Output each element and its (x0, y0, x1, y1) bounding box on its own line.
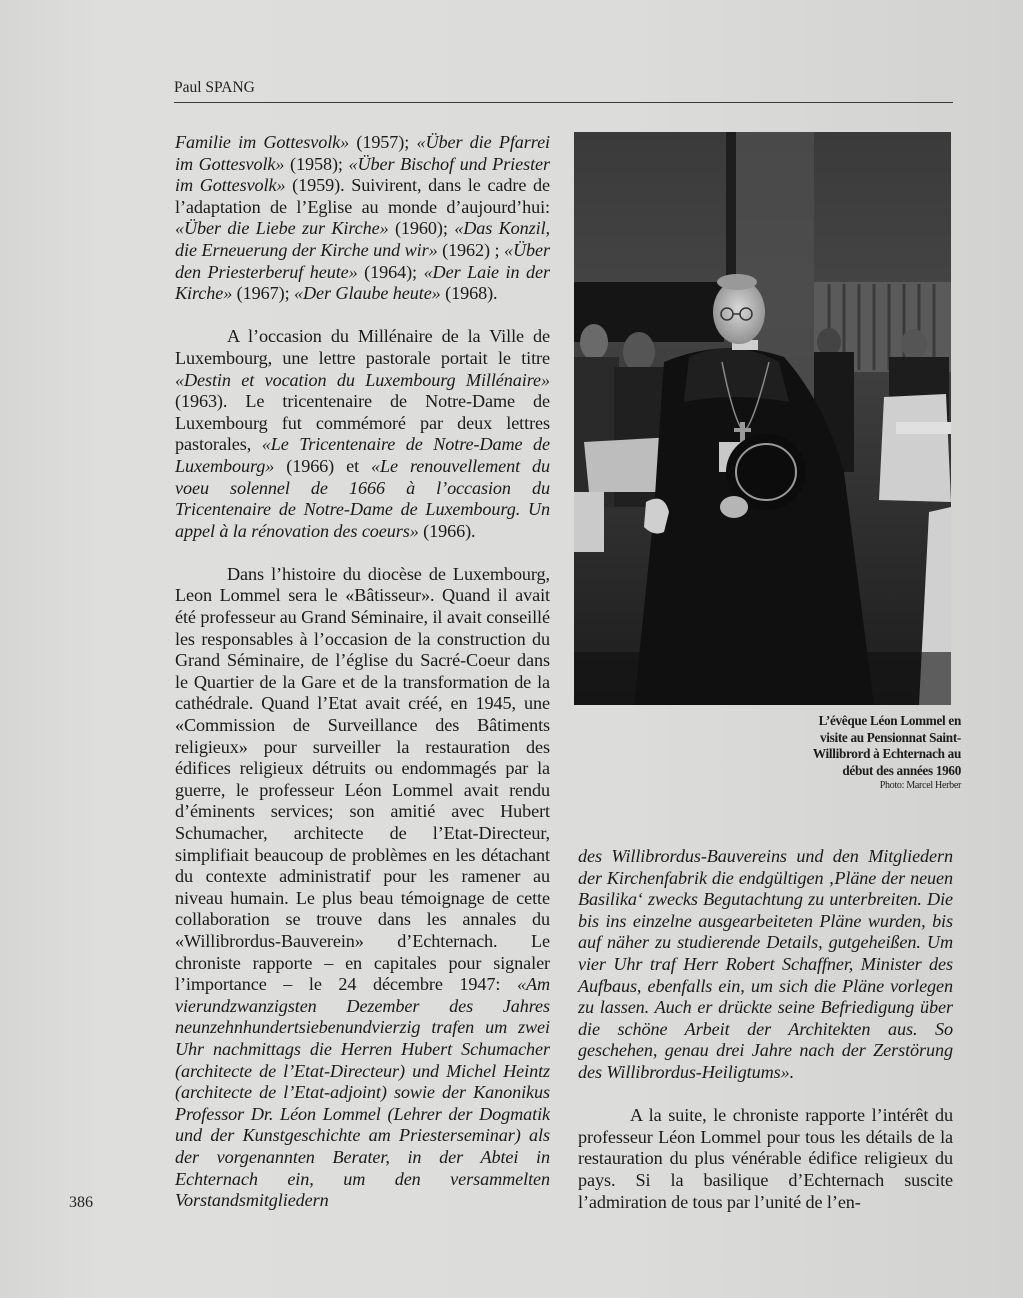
text-segment: (1968). (440, 283, 498, 304)
caption-line: début des années 1960 (842, 762, 961, 778)
text-segment: (1966). (418, 520, 476, 541)
paragraph-publications (175, 132, 550, 305)
text-segment: (1958); (284, 153, 349, 174)
photo-illustration (574, 132, 951, 705)
paragraph-batisseur (175, 564, 550, 1212)
caption-line: L’évêque Léon Lommel en (818, 713, 961, 728)
running-head: Paul SPANG (174, 79, 255, 96)
photo-credit: Photo: Marcel Herber (879, 780, 961, 792)
header-rule (174, 102, 953, 103)
italic-text-segment: «Der Glaube heute» (293, 283, 441, 304)
italic-text-segment: des Willibrordus-Bauvereins und den Mitgliedern der Kirchenfabrik die endgültigen ‚Pläne der neuen Basilika‘ zwecks Begutachtung zu unterbreiten. Die bis ins einzelne ausgearbeiteten Pläne wurden, bis auf näher zu studierende Details, gutgeheißen. Um vier Uhr traf Herr Robert Schaffner, Minister des Aufbaus, ebenfalls ein, um sich die Pläne vorlegen zu lassen. Auch er drückte seine Befriedigung über die schöne Arbeit der Architekten aus. So geschehen, genau drei Jahre nach der Zerstörung des Willibrordus-Heiligtums». (578, 846, 953, 1082)
text-segment: A la suite, le chroniste rapporte l’intérêt du professeur Léon Lommel pour tous les détails de la restauration du plus vénérable édifice religieux du pays. Si la basilique d’Echternach suscite l’admiration de tous par l’unité de l’en- (578, 1105, 953, 1212)
italic-text-segment: «Über Bischof und Priester im Gottesvolk» (175, 153, 550, 196)
paragraph-millenaire (175, 326, 550, 542)
italic-text-segment: «Am vierundzwanzigsten Dezember des Jahres neunzehnhundertsiebenundvierzig trafen um zwei Uhr nachmittags die Herren Hubert Schumacher (architecte de l’Etat-Directeur) und Michel Heintz (architecte de l’Etat-adjoint) sowie der Kanonikus Professor Dr. Léon Lommel (Lehrer der Dogmatik und der Kunstgeschichte am Priesterseminar) als der vorgenannten Berater, in der Abtei in Echternach ein, um den versammelten Vorstandsmitgliedern (175, 974, 550, 1211)
text-segment: (1967); (232, 283, 294, 304)
text-segment: Dans l’histoire du diocèse de Luxembourg, Leon Lommel sera le «Bâtisseur». Quand il avait été professeur au Grand Séminaire, il avait conseillé les responsables à l’occasion de la construction du Grand Séminaire, de l’église du Sacré-Coeur dans le Quartier de la Gare et de la transformation de la cathédrale. Quand l’Etat avait créé, en 1945, une «Commission de Surveillance des Bâtiments religieux» pour surveiller la restauration des édifices religieux détruits ou endommagés par la guerre, le professeur Léon Lommel avait rendu d’éminents services; son amitié avec Hubert Schumacher, architecte de l’Etat-Directeur, simplifiait beaucoup de problèmes en les détachant du contexte administratif pour les ramener au niveau humain. Le plus beau témoignage de cette collaboration se trouve dans les annales du «Willibrordus-Bauverein» d’Echternach. Le chroniste rapporte – en capitales pour signaler l’importance – le 24 décembre 1947: (175, 563, 550, 995)
text-segment: (1964); (357, 261, 424, 282)
text-segment: A l’occasion du Millénaire de la Ville de Luxembourg, une lettre pastorale portait le titre (175, 326, 550, 368)
paragraph-quote-continuation (578, 846, 953, 1084)
italic-text-segment: «Über den Priesterberuf heute» (175, 239, 551, 282)
text-segment: (1966) et (274, 455, 372, 476)
paragraph-a-la-suite (578, 1105, 953, 1213)
italic-text-segment: «Destin et vocation du Luxembourg Millénaire» (175, 369, 550, 390)
caption-line: Willibrord à Echternach au (812, 746, 961, 762)
italic-text-segment: «Das Konzil, die Erneuerung der Kirche und wir» (175, 218, 550, 260)
italic-text-segment: «Der Laie in der Kirche» (175, 261, 550, 304)
italic-text-segment: Familie im Gottesvolk» (175, 132, 350, 152)
italic-text-segment: «Le Tricentenaire de Notre-Dame de Luxembourg» (175, 434, 550, 476)
text-segment: (1957); (349, 132, 417, 152)
italic-text-segment: «Über die Liebe zur Kirche» (175, 218, 389, 239)
text-segment: (1963). Le tricentenaire de Notre-Dame de Luxembourg fut commémoré par deux lettres pastorales, (175, 391, 550, 455)
caption-line: visite au Pensionnat Saint- (819, 729, 961, 745)
italic-text-segment: «Le renouvellement du voeu solennel de 1666 à l’occasion du Tricentenaire de Notre-Dame de Luxembourg. Un appel à la rénovation des coeurs» (175, 455, 550, 541)
left-column (175, 132, 550, 1212)
right-column (578, 846, 953, 1213)
text-segment: (1959). Suivirent, dans le cadre de l’adaptation de l’Eglise au monde d’aujourd’hui: (175, 175, 550, 217)
text-segment: (1962) ; (437, 239, 505, 260)
photo-caption (756, 713, 961, 792)
page-number: 386 (69, 1194, 93, 1211)
italic-text-segment: «Über die Pfarrei im Gottesvolk» (175, 132, 550, 174)
photo-bishop-lommel (574, 132, 951, 705)
text-segment: (1960); (388, 218, 455, 239)
